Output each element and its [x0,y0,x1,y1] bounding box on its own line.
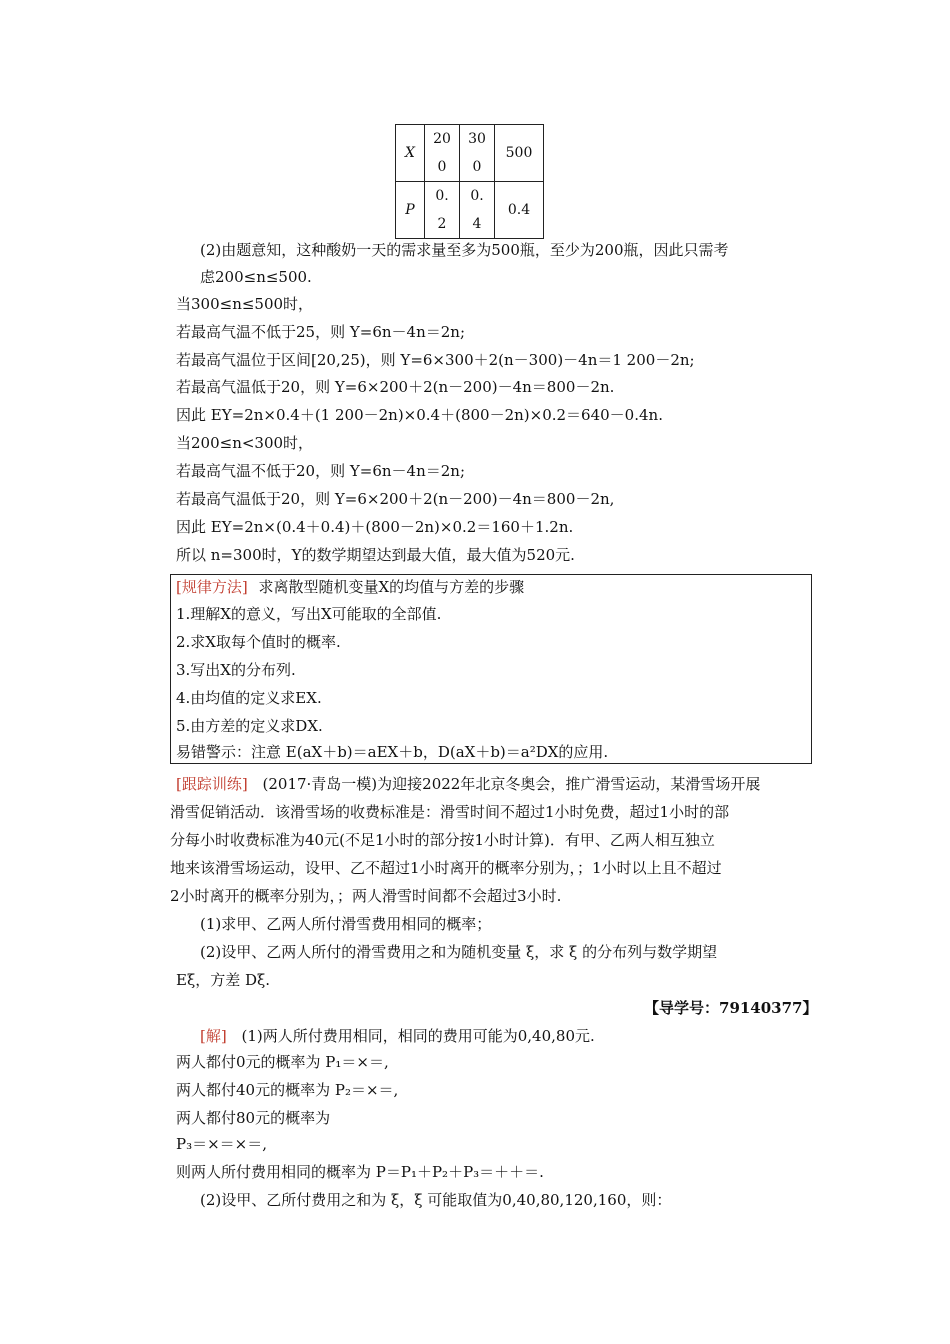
method-title: 求离散型随机变量X的均值与方差的步骤 [258,578,525,596]
table-row [396,125,544,182]
text-line: 因此 EY=2n×0.4＋(1 200－2n)×0.4＋(800－2n)×0.2＝640－0.4n. [176,406,663,424]
text-line: 当300≤n≤500时， [176,295,314,313]
text-line: 若最高气温低于20，则 Y=6×200＋2(n－200)－4n＝800－2n, [176,490,615,508]
text-line: 因此 EY=2n×(0.4＋0.4)＋(800－2n)×0.2＝160＋1.2n. [176,518,574,536]
method-step: 2.求X取每个值时的概率. [176,633,341,651]
text-line: 2小时离开的概率分别为，；两人滑雪时间都不会超过3小时. [170,887,562,905]
text-line: 若最高气温不低于25，则 Y=6n－4n＝2n; [176,323,465,341]
tracking-first-line [176,774,760,794]
method-tag: [规律方法] [176,578,248,596]
tracking-tag: [跟踪训练] [176,775,248,793]
table-head-x: X [396,125,425,182]
solution-tag: [解] [200,1027,227,1045]
text-line: 所以 n=300时，Y的数学期望达到最大值，最大值为520元. [176,546,575,564]
method-box-header [176,577,524,597]
question-2-cont: Eξ，方差 Dξ. [176,971,271,989]
method-warning: 易错警示：注意 E(aX＋b)＝aEX＋b，D(aX＋b)＝a²DX的应用. [176,743,609,761]
method-step: 4.由均值的定义求EX. [176,689,322,707]
text-line: 当200≤n<300时， [176,434,314,452]
solution-text: (1)两人所付费用相同，相同的费用可能为0,40,80元. [241,1027,595,1045]
text-line: 虑200≤n≤500. [200,268,312,286]
text-line: 地来该滑雪场运动，设甲、乙不超过1小时离开的概率分别为，；1小时以上且不超过 [170,859,722,877]
text-line: 滑雪促销活动．该滑雪场的收费标准是：滑雪时间不超过1小时免费，超过1小时的部 [170,803,730,821]
table-row [396,182,544,239]
question-1: (1)求甲、乙两人所付滑雪费用相同的概率； [200,915,492,933]
table-cell: 20 0 [425,125,460,182]
method-step: 5.由方差的定义求DX. [176,717,323,735]
text-line: 若最高气温低于20，则 Y=6×200＋2(n－200)－4n＝800－2n. [176,378,615,396]
table-cell: 0. 2 [425,182,460,239]
distribution-table [395,124,544,239]
method-step: 1.理解X的意义，写出X可能取的全部值. [176,605,442,623]
method-step: 3.写出X的分布列. [176,661,296,679]
text-line: (2)设甲、乙所付费用之和为 ξ，ξ 可能取值为0,40,80,120,160，则： [200,1191,672,1209]
table-cell: 500 [495,125,544,182]
text-line: (2)由题意知，这种酸奶一天的需求量至多为500瓶，至少为200瓶，因此只需考 [200,241,729,259]
text-line: 若最高气温不低于20，则 Y=6n－4n＝2n; [176,462,465,480]
text-line: 两人都付0元的概率为 P₁＝×＝, [176,1053,389,1071]
text-line: P₃＝×＝×＝, [176,1135,268,1153]
table-head-p: P [396,182,425,239]
text-line: 分每小时收费标准为40元(不足1小时的部分按1小时计算)．有甲、乙两人相互独立 [170,831,715,849]
tracking-text: (2017·青岛一模)为迎接2022年北京冬奥会，推广滑雪运动，某滑雪场开展 [262,775,761,793]
reference-number: 【导学号：79140377】 [644,999,818,1017]
text-line: 两人都付80元的概率为 [176,1109,331,1127]
solution-first-line [200,1026,595,1046]
table-cell: 30 0 [460,125,495,182]
table-cell: 0.4 [495,182,544,239]
text-line: 两人都付40元的概率为 P₂＝×＝, [176,1081,399,1099]
text-line: 若最高气温位于区间[20,25)，则 Y=6×300＋2(n－300)－4n＝1 200－2n; [176,351,695,369]
question-2: (2)设甲、乙两人所付的滑雪费用之和为随机变量 ξ，求 ξ 的分布列与数学期望 [200,943,718,961]
text-line: 则两人所付费用相同的概率为 P＝P₁＋P₂＋P₃＝＋＋＝. [176,1163,544,1181]
table-cell: 0. 4 [460,182,495,239]
